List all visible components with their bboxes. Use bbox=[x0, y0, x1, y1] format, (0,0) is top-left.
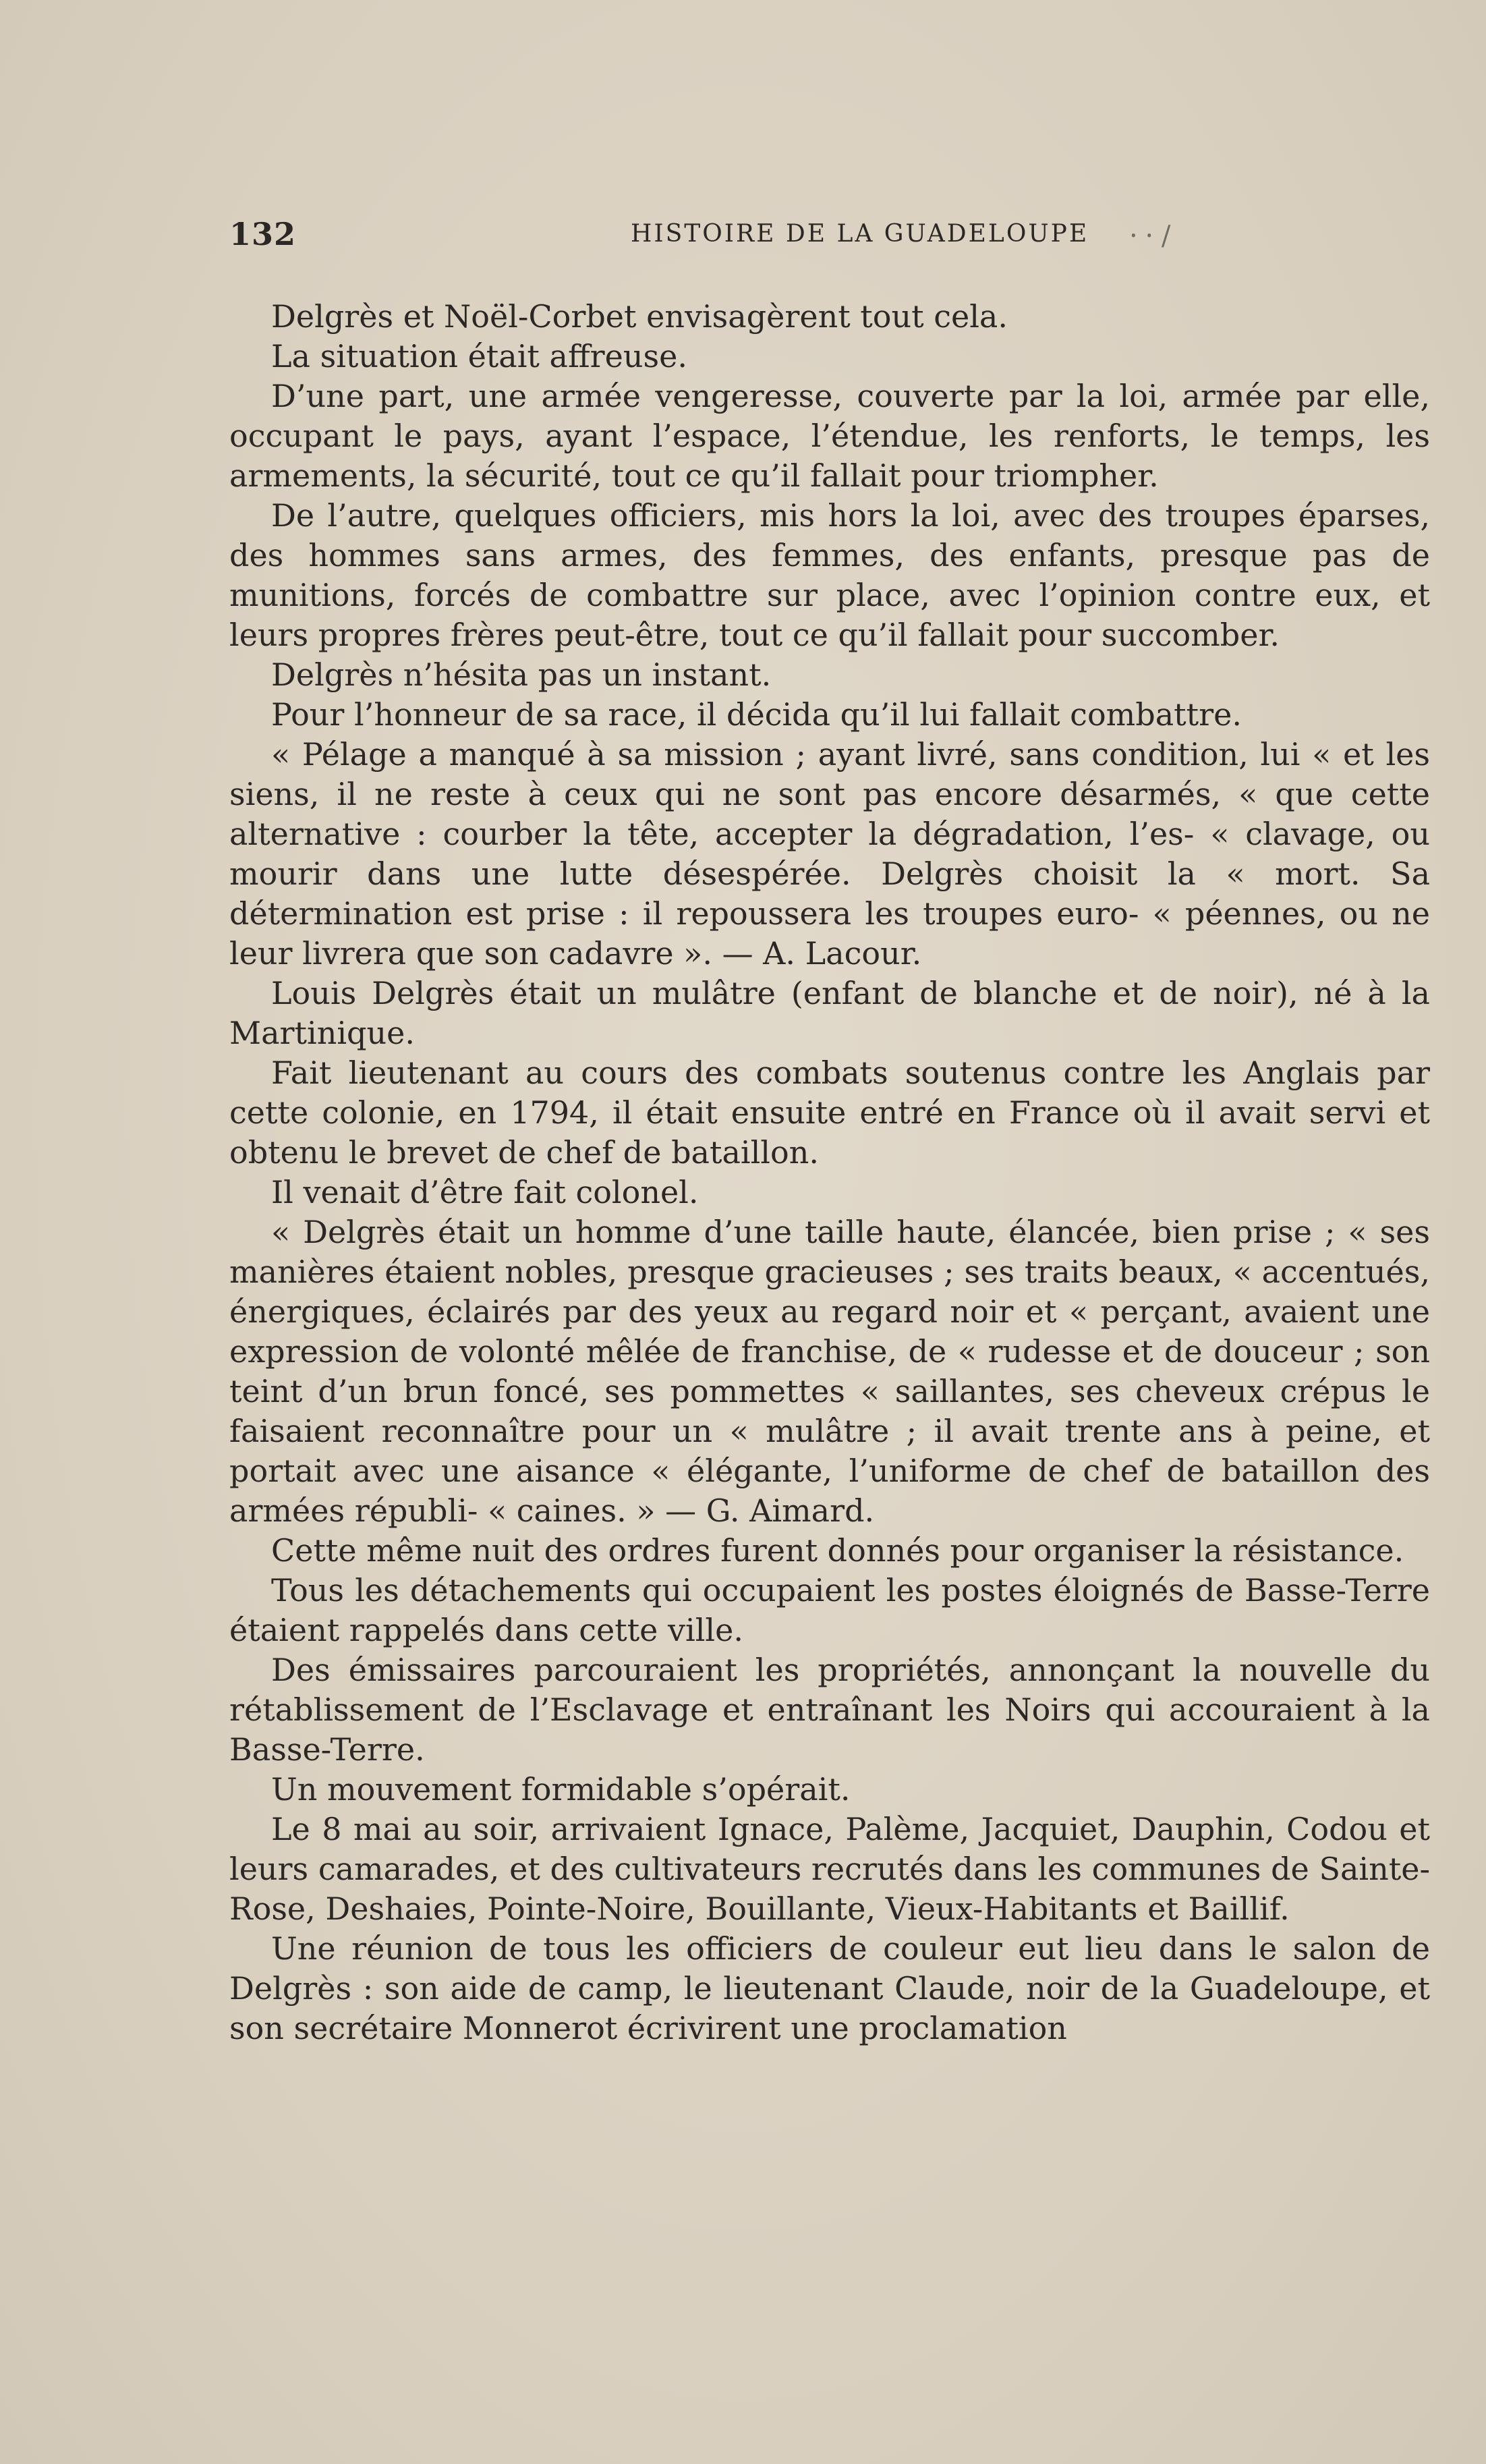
page-number: 132 bbox=[229, 216, 297, 252]
header-mark: ⸱ ⸱ / bbox=[1130, 221, 1171, 252]
running-title: HISTOIRE DE LA GUADELOUPE bbox=[631, 220, 1089, 248]
quote-aimard: « Delgrès était un homme d’une taille haute, élancée, bien prise ; « ses manières étaient nobles, presque gracieuses ; ses traits beaux, « accentués, énergiques, éclairés par des yeux au regard noir et « perçant, avaient une expression de volonté mêlée de franchise, de « rudesse et de douceur ; son teint d’un brun foncé, ses pommettes « saillantes, ses cheveux crépus le faisaient reconnaître pour un « mulâtre ; il avait trente ans à peine, et portait avec une aisance « élégante, l’uniforme de chef de bataillon des armées républi- « caines. » — G. Aimard. bbox=[229, 1214, 1430, 1529]
paragraph: Une réunion de tous les officiers de couleur eut lieu dans le salon de Delgrès : son aide de camp, le lieutenant Claude, noir de la Guadeloupe, et son secrétaire Monnerot écrivirent une proclamation bbox=[229, 1930, 1430, 2046]
paragraph: Tous les détachements qui occupaient les postes éloignés de Basse-Terre étaient rappelés dans cette ville. bbox=[229, 1572, 1430, 1648]
paragraph: Louis Delgrès était un mulâtre (enfant de blanche et de noir), né à la Martinique. bbox=[229, 975, 1430, 1051]
paragraph: Il venait d’être fait colonel. bbox=[271, 1174, 699, 1210]
page-header bbox=[229, 216, 1430, 277]
paragraph: Delgrès et Noël-Corbet envisagèrent tout cela. bbox=[271, 298, 1008, 335]
paragraph: De l’autre, quelques officiers, mis hors la loi, avec des troupes éparses, des hommes sans armes, des femmes, des enfants, presque pas de munitions, forcés de combattre sur place, avec l’opinion contre eux, et leurs propres frères peut-être, tout ce qu’il fallait pour succomber. bbox=[229, 497, 1430, 653]
paragraph: Delgrès n’hésita pas un instant. bbox=[271, 656, 772, 693]
paragraph: La situation était affreuse. bbox=[271, 338, 687, 374]
quote-lacour: « Pélage a manqué à sa mission ; ayant livré, sans condition, lui « et les siens, il ne reste à ceux qui ne sont pas encore désarmés, « que cette alternative : courber la tête, accepter la dégradation, l’es- « clavage, ou mourir dans une lutte désespérée. Delgrès choisit la « mort. Sa détermination est prise : il repoussera les troupes euro- « péennes, ou ne leur livrera que son cadavre ». — A. Lacour. bbox=[229, 736, 1430, 972]
page-text bbox=[229, 216, 1430, 2048]
paragraph: Le 8 mai au soir, arrivaient Ignace, Palème, Jacquiet, Dauphin, Codou et leurs camarades, et des cultivateurs recrutés dans les communes de Sainte-Rose, Deshaies, Pointe-Noire, Bouillante, Vieux-Habitants et Baillif. bbox=[229, 1811, 1430, 1927]
paragraph: Pour l’honneur de sa race, il décida qu’il lui fallait combattre. bbox=[271, 696, 1242, 733]
paragraph: Fait lieutenant au cours des combats soutenus contre les Anglais par cette colonie, en 1794, il était ensuite entré en France où il avait servi et obtenu le brevet de chef de bataillon. bbox=[229, 1055, 1430, 1171]
paragraph: D’une part, une armée vengeresse, couverte par la loi, armée par elle, occupant le pays, ayant l’espace, l’étendue, les renforts, le temps, les armements, la sécurité, tout ce qu’il fallait pour triompher. bbox=[229, 378, 1430, 494]
paragraph: Un mouvement formidable s’opérait. bbox=[271, 1771, 851, 1808]
paragraph: Cette même nuit des ordres furent donnés pour organiser la résistance. bbox=[271, 1532, 1404, 1569]
paragraph: Des émissaires parcouraient les propriétés, annonçant la nouvelle du rétablissement de l’Esclavage et entraînant les Noirs qui accouraient à la Basse-Terre. bbox=[229, 1652, 1430, 1768]
